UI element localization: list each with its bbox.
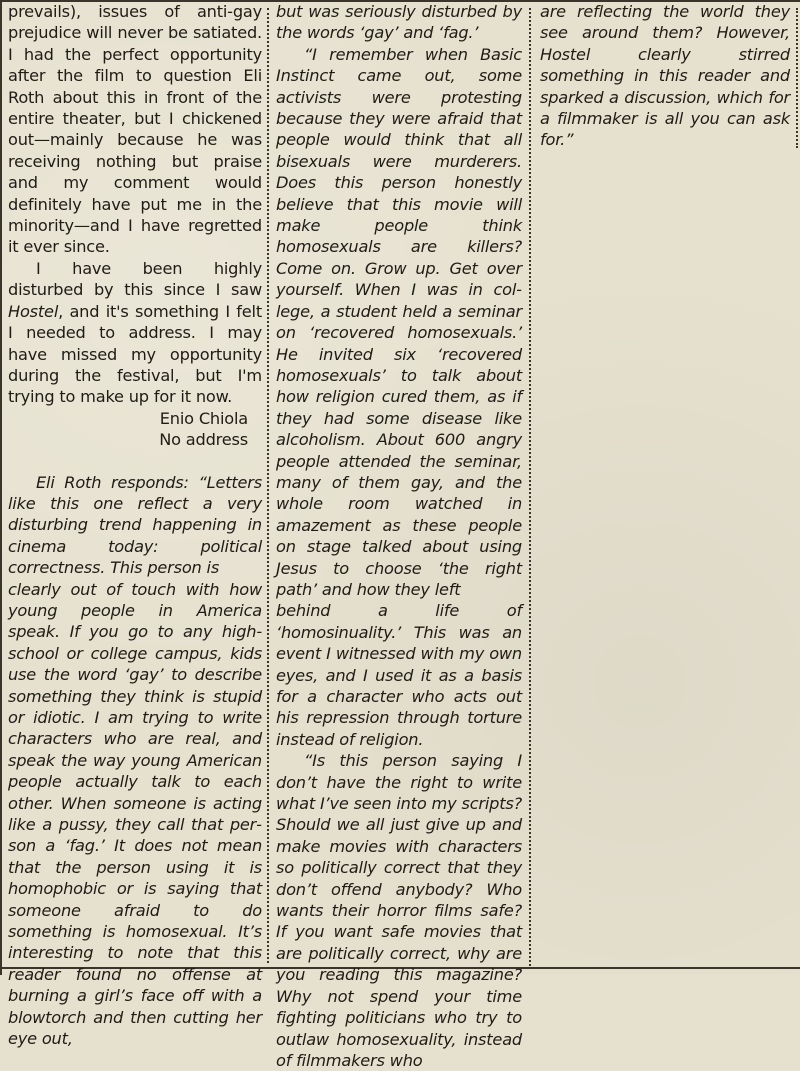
text-column-2 (276, 1, 522, 1071)
column-divider-2 (529, 8, 531, 966)
response-paragraph-4: “I remember when Basic Instinct came out, some activists were protesting because they were afraid that people would think that all bisexuals were murderers. Does this person honestly believe that this movie will make people think homosexuals are killers? Come on. Grow up. Get over yourself. When I was in college, a student held a seminar on ‘recovered homosexuals.’ He invited six ‘recovered homosexuals’ to talk about how religion cured them, as if they had some disease like alcoholism. About 600 angry people attended the seminar, many of them gay, and the whole room watched in amazement as these people on stage talked about using Jesus to choose ‘the right path’ and how they left (276, 44, 522, 599)
response-paragraph-2: clearly out of touch with how young people in America speak. If you go to any high-school or college campus, kids use the word ‘gay’ to describe something they think is stupid or idiotic. I am trying to write characters who are real, and speak the way young American people actually talk to each other. When someone is acting like a pussy, they call that person a ‘fag.’ It does not mean that the person using it is homophobic or is saying that someone afraid to do something is homosexual. It’s interesting to note that this reader found no offense at burning a girl’s face off with a blowtorch and then cutting her eye out, (8, 579, 262, 1049)
response-paragraph-1: Eli Roth responds: “Letters like this one reflect a very disturbing trend happening in cinema today: political correctness. This person is (8, 472, 262, 578)
response-paragraph-7: are reflecting the world they see around them? However, Hostel clearly stirred something in this reader and sparked a discussion, which for a filmmaker is all you can ask for.” (540, 2, 790, 150)
letter-paragraph-2 (8, 258, 262, 408)
column-divider-3 (796, 8, 798, 148)
text-column-1 (8, 1, 262, 1050)
response-paragraph-6: “Is this person saying I don’t have the right to write what I’ve seen into my scripts? Should we all just give up and make movies with characters so politically correct that they don’t offend anybody? Who wants their horror films safe? If you want safe movies that are politically correct, why are you reading this magazine? Why not spend your time fighting politicians who try to outlaw homosexuality, instead of filmmakers who (276, 751, 522, 1070)
response-paragraph-5: behind a life of ‘homosinuality.’ This was an event I witnessed with my own eyes, and I used it as a basis for a character who acts out his repression through torture instead of religion. (276, 601, 522, 749)
response-paragraph-3: but was seriously disturbed by the words ‘gay’ and ‘fag.’ (276, 2, 522, 43)
signature-name: Enio Chiola (159, 408, 248, 428)
letter-paragraph-2-start: I have been highly disturbed by this since I saw (8, 258, 262, 300)
letter-signature (8, 408, 262, 451)
left-border-rule (0, 0, 2, 975)
film-title-hostel: Hostel (8, 301, 59, 321)
letter-paragraph-2-end: , and it's something I felt I needed to address. I may have missed my opportunity during the festival, but I'm trying to make up for it now. (8, 301, 262, 407)
text-column-3 (540, 1, 790, 151)
signature-address: No address (159, 430, 248, 450)
paragraph-spacer (8, 451, 262, 472)
column-divider-1 (267, 8, 269, 963)
letter-paragraph-1: prevails), issues of anti-gay prejudice will never be satiated. I had the perfect opportunity after the film to question Eli Roth about this in front of the entire theater, but I chickened out—mainly because he was receiving nothing but praise and my comment would definitely have put me in the minority—and I have regretted it ever since. (8, 2, 262, 257)
